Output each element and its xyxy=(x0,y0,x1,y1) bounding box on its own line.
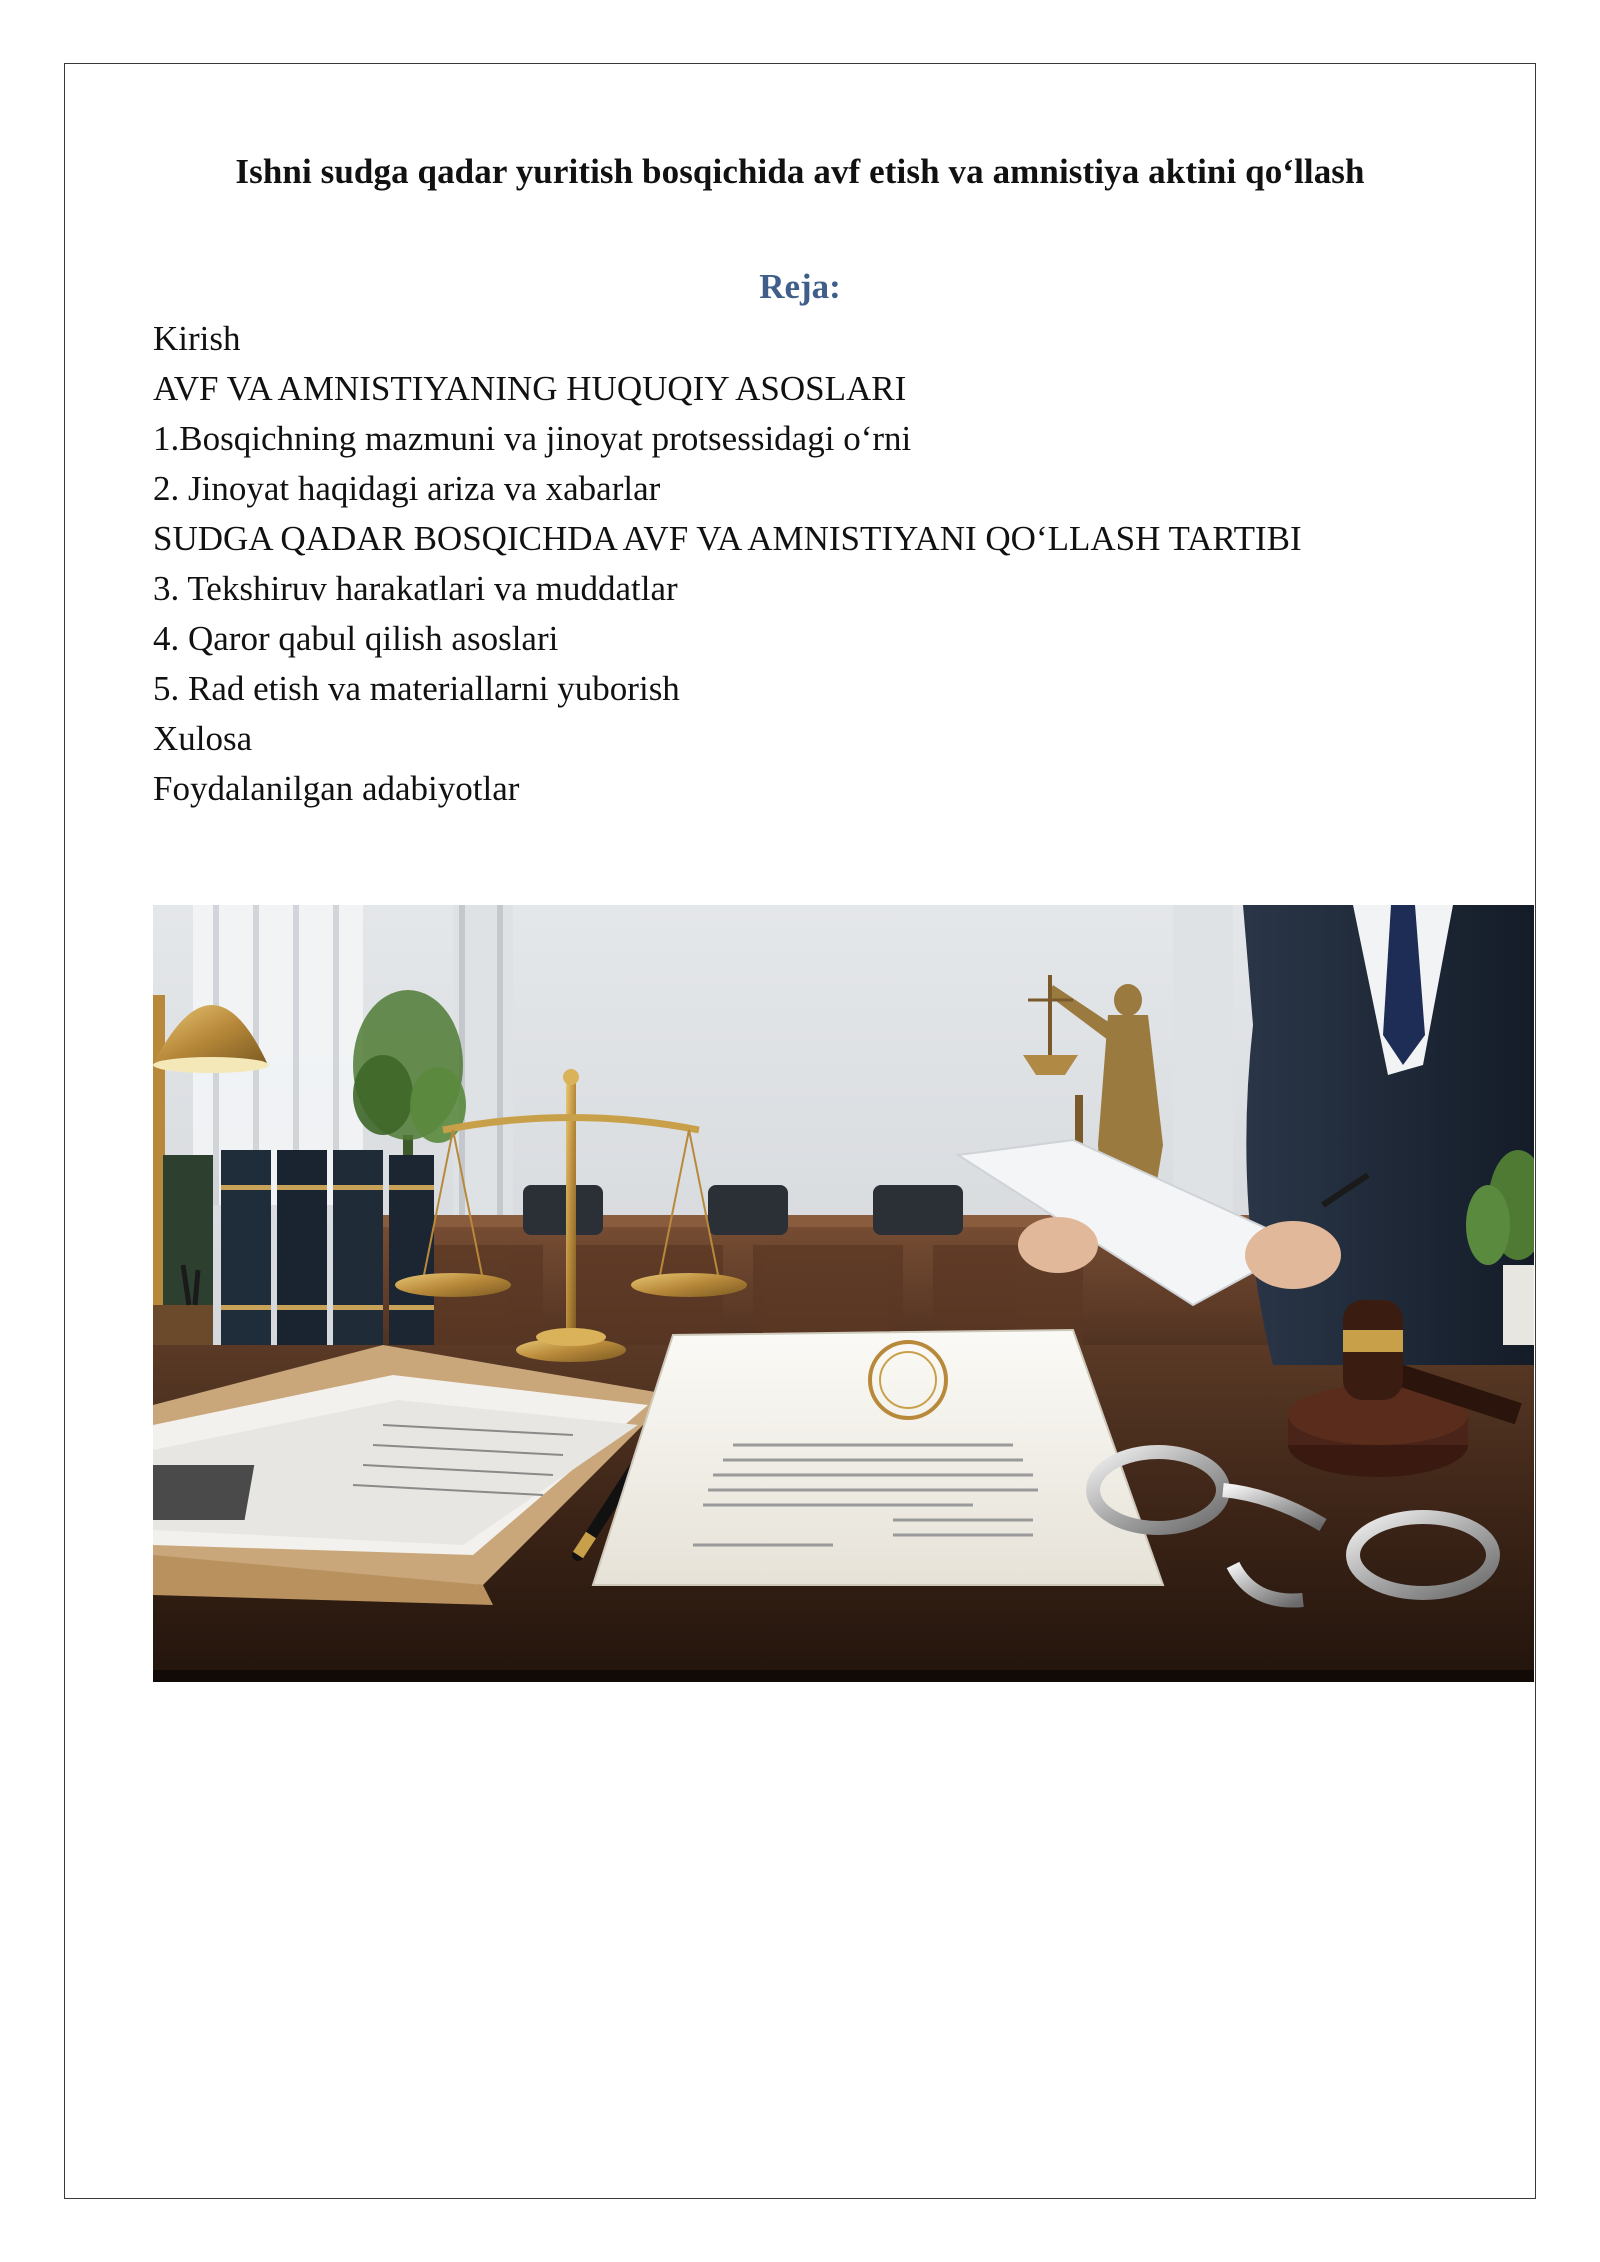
plan-item: 4. Qaror qabul qilish asoslari xyxy=(153,619,559,658)
plan-item: 1.Bosqichning mazmuni va jinoyat protsessidagi o‘rni xyxy=(153,419,912,458)
plan-item: SUDGA QADAR BOSQICHDA AVF VA AMNISTIYANI QO‘LLASH TARTIBI xyxy=(153,519,1302,558)
plan-item: 5. Rad etish va materiallarni yuborish xyxy=(153,669,680,708)
plan-item: 2. Jinoyat haqidagi ariza va xabarlar xyxy=(153,469,661,508)
courtroom-illustration xyxy=(153,905,1534,1682)
plan-item: Foydalanilgan adabiyotlar xyxy=(153,769,520,808)
plan-item: Xulosa xyxy=(153,719,253,758)
certificate-document-icon xyxy=(593,1330,1163,1585)
plan-item: Kirish xyxy=(153,319,241,358)
plan-heading: Reja: xyxy=(759,267,841,306)
plan-list xyxy=(153,314,1302,814)
document-title: Ishni sudga qadar yuritish bosqichida avf etish va amnistiya aktini qo‘llash xyxy=(235,152,1365,191)
plan-item: 3. Tekshiruv harakatlari va muddatlar xyxy=(153,569,678,608)
plan-item: AVF VA AMNISTIYANING HUQUQIY ASOSLARI xyxy=(153,369,907,408)
